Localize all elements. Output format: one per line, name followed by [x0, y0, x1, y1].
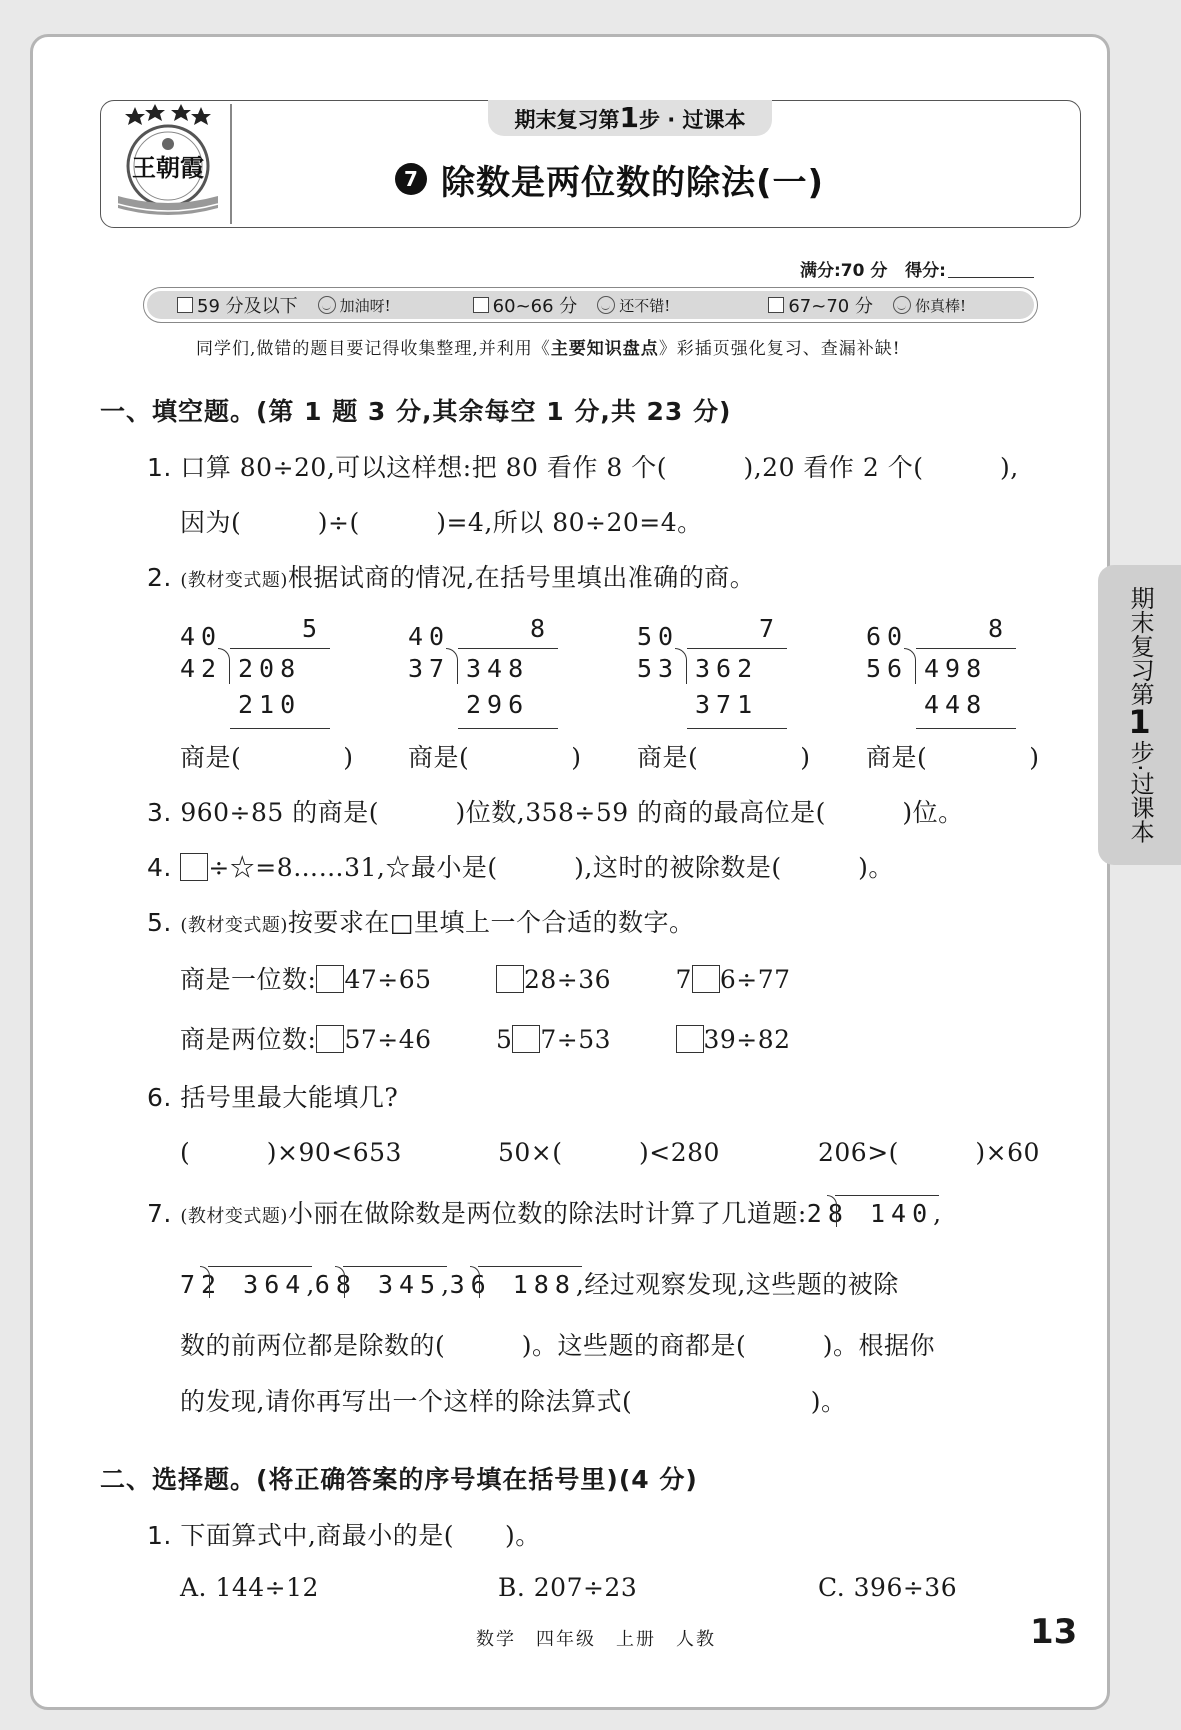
question-6-item-2[interactable]: 50×( )<280 [498, 1138, 720, 1167]
score-blank[interactable] [948, 277, 1034, 278]
page-title: 除数是两位数的除法(一) [441, 162, 825, 203]
checkbox[interactable] [177, 297, 193, 313]
section-title-fill-in: 一、填空题。(第 1 题 3 分,其余每空 1 分,共 23 分) [100, 397, 732, 426]
rating-option-mid[interactable]: 60~66 分 还不错! [443, 292, 739, 318]
side-tab: 期末复习第 1 步·过课本 [1098, 565, 1181, 865]
question-1-line-2: 因为( )÷( )=4,所以 80÷20=4。 [180, 508, 703, 537]
option-c[interactable]: C. 396÷36 [818, 1573, 958, 1602]
option-a[interactable]: A. 144÷12 [180, 1573, 319, 1602]
section-title-choice: 二、选择题。(将正确答案的序号填在括号里)(4 分) [100, 1465, 698, 1494]
long-division-2: 72 364 [180, 1270, 306, 1299]
question-5-row-1: 商是一位数: 47÷65 28÷36 7 6÷77 [180, 965, 791, 994]
choice-question-1: 1. 下面算式中,商最小的是( )。 [147, 1521, 541, 1550]
question-5-row-2: 商是两位数: 57÷46 5 7÷53 39÷82 [180, 1025, 791, 1054]
smiley-icon [318, 296, 336, 314]
question-3: 3. 960÷85 的商是( )位数,358÷59 的商的最高位是( )位。 [147, 798, 964, 827]
question-7-line-3: 数的前两位都是除数的( )。这些题的商都是( )。根据你 [180, 1331, 936, 1360]
rating-bar [143, 287, 1038, 323]
long-division-1: 28 140 [807, 1199, 933, 1228]
rating-option-low[interactable]: 59 分及以下 加油呀! [147, 292, 443, 318]
option-b[interactable]: B. 207÷23 [498, 1573, 638, 1602]
answer-2[interactable]: 商是( ) [408, 743, 582, 772]
smiley-icon [597, 296, 615, 314]
digit-box[interactable] [512, 1025, 540, 1053]
question-7-line-2: 72 364 ,68 345 ,36 188 ,经过观察发现,这些题的被除 [180, 1265, 899, 1301]
question-6-item-1[interactable]: ( )×90<653 [180, 1138, 402, 1167]
digit-box[interactable] [316, 965, 344, 993]
digit-box[interactable] [316, 1025, 344, 1053]
checkbox[interactable] [473, 297, 489, 313]
logo-divider [230, 104, 232, 224]
question-4: 4. ÷☆=8……31,☆最小是( ),这时的被除数是( )。 [147, 853, 894, 882]
rating-option-high[interactable]: 67~70 分 你真棒! [738, 292, 1034, 318]
long-division-3: 68 345 [315, 1270, 441, 1299]
footer-text: 数学 四年级 上册 人教 [476, 1629, 716, 1650]
logo-emblem [112, 104, 224, 224]
notice-text: 同学们,做错的题目要记得收集整理,并利用《主要知识盘点》彩插页强化复习、查漏补缺! [196, 339, 901, 359]
digit-box[interactable] [676, 1025, 704, 1053]
smiley-icon [893, 296, 911, 314]
question-2: 2. (教材变式题)根据试商的情况,在括号里填出准确的商。 [147, 563, 756, 592]
step-banner: 期末复习第1步 · 过课本 [488, 100, 772, 136]
digit-box[interactable] [692, 965, 720, 993]
checkbox[interactable] [768, 297, 784, 313]
question-6: 6. 括号里最大能填几? [147, 1083, 399, 1112]
question-5: 5. (教材变式题)按要求在□里填上一个合适的数字。 [147, 908, 695, 937]
answer-4[interactable]: 商是( ) [866, 743, 1040, 772]
logo-text: 王朝霞 [132, 153, 204, 182]
answer-3[interactable]: 商是( ) [637, 743, 811, 772]
question-6-item-3[interactable]: 206>( )×60 [818, 1138, 1040, 1167]
page-number: 13 [1030, 1612, 1078, 1652]
question-7-line-1: 7. (教材变式题)小丽在做除数是两位数的除法时计算了几道题:28 140 , [147, 1194, 942, 1230]
question-1-line-1: 1. 口算 80÷20,可以这样想:把 80 看作 8 个( ),20 看作 2 个( ), [147, 453, 1019, 482]
unit-number-badge: 7 [395, 163, 427, 195]
answer-1[interactable]: 商是( ) [180, 743, 354, 772]
title-row [395, 154, 824, 204]
digit-box[interactable] [496, 965, 524, 993]
long-division-4: 36 188 [450, 1270, 576, 1299]
question-7-line-4: 的发现,请你再写出一个这样的除法算式( )。 [180, 1387, 847, 1416]
empty-box-icon [180, 853, 208, 881]
score-line: 满分:70 分 得分: [800, 256, 1034, 281]
